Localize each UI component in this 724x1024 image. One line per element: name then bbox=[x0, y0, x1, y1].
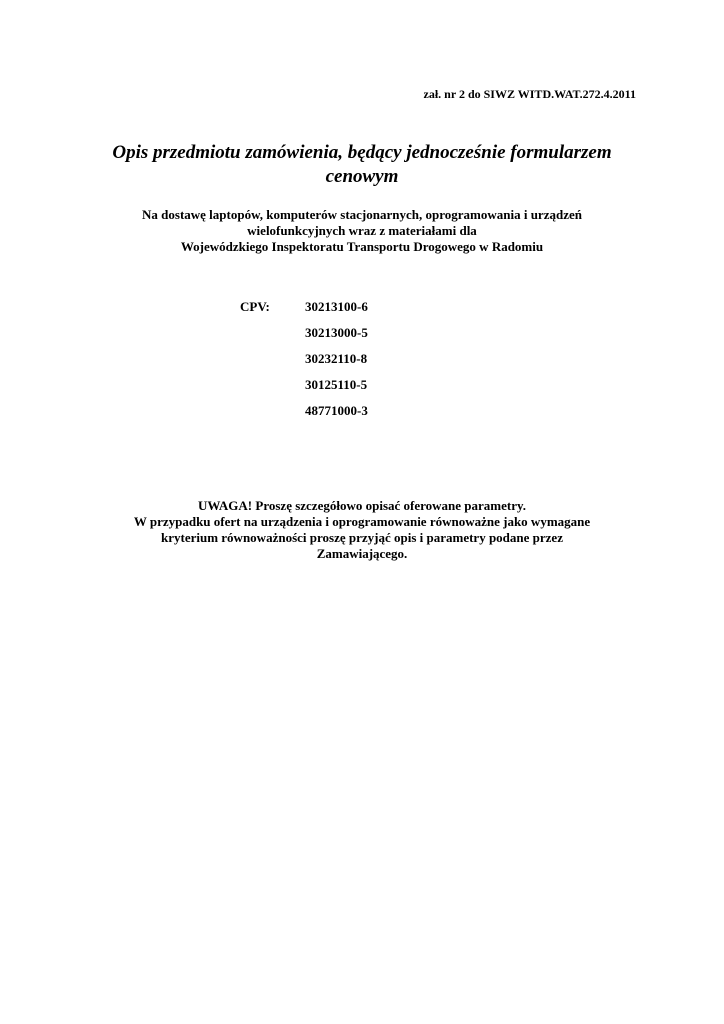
document-title bbox=[90, 141, 634, 189]
notice-line: kryterium równoważności proszę przyjąć opis i parametry podane przez bbox=[161, 530, 563, 545]
document-subtitle bbox=[80, 207, 644, 255]
subtitle-line: Wojewódzkiego Inspektoratu Transportu Drogowego w Radomiu bbox=[180, 239, 544, 254]
subtitle-line: wielofunkcyjnych wraz z materiałami dla bbox=[247, 223, 477, 238]
cpv-code: 30213100-6 bbox=[305, 299, 368, 314]
attachment-reference: zał. nr 2 do SIWZ WITD.WAT.272.4.2011 bbox=[423, 87, 636, 101]
cpv-code: 30232110-8 bbox=[305, 351, 368, 366]
cpv-code: 48771000-3 bbox=[305, 403, 368, 418]
notice-block bbox=[80, 498, 644, 562]
notice-line: W przypadku ofert na urządzenia i oprogramowanie równoważne jako wymagane bbox=[133, 514, 591, 529]
cpv-code: 30213000-5 bbox=[305, 325, 368, 340]
cpv-label: CPV: bbox=[240, 299, 270, 314]
cpv-code-list bbox=[305, 299, 368, 429]
subtitle-line: Na dostawę laptopów, komputerów stacjonarnych, oprogramowania i urządzeń bbox=[142, 207, 582, 222]
title-line: cenowym bbox=[325, 166, 399, 187]
notice-line: UWAGA! Proszę szczegółowo opisać oferowane parametry. bbox=[197, 498, 527, 513]
cpv-code: 30125110-5 bbox=[305, 377, 368, 392]
notice-line: Zamawiającego. bbox=[316, 546, 408, 561]
title-line: Opis przedmiotu zamówienia, będący jednocześnie formularzem bbox=[112, 142, 612, 163]
